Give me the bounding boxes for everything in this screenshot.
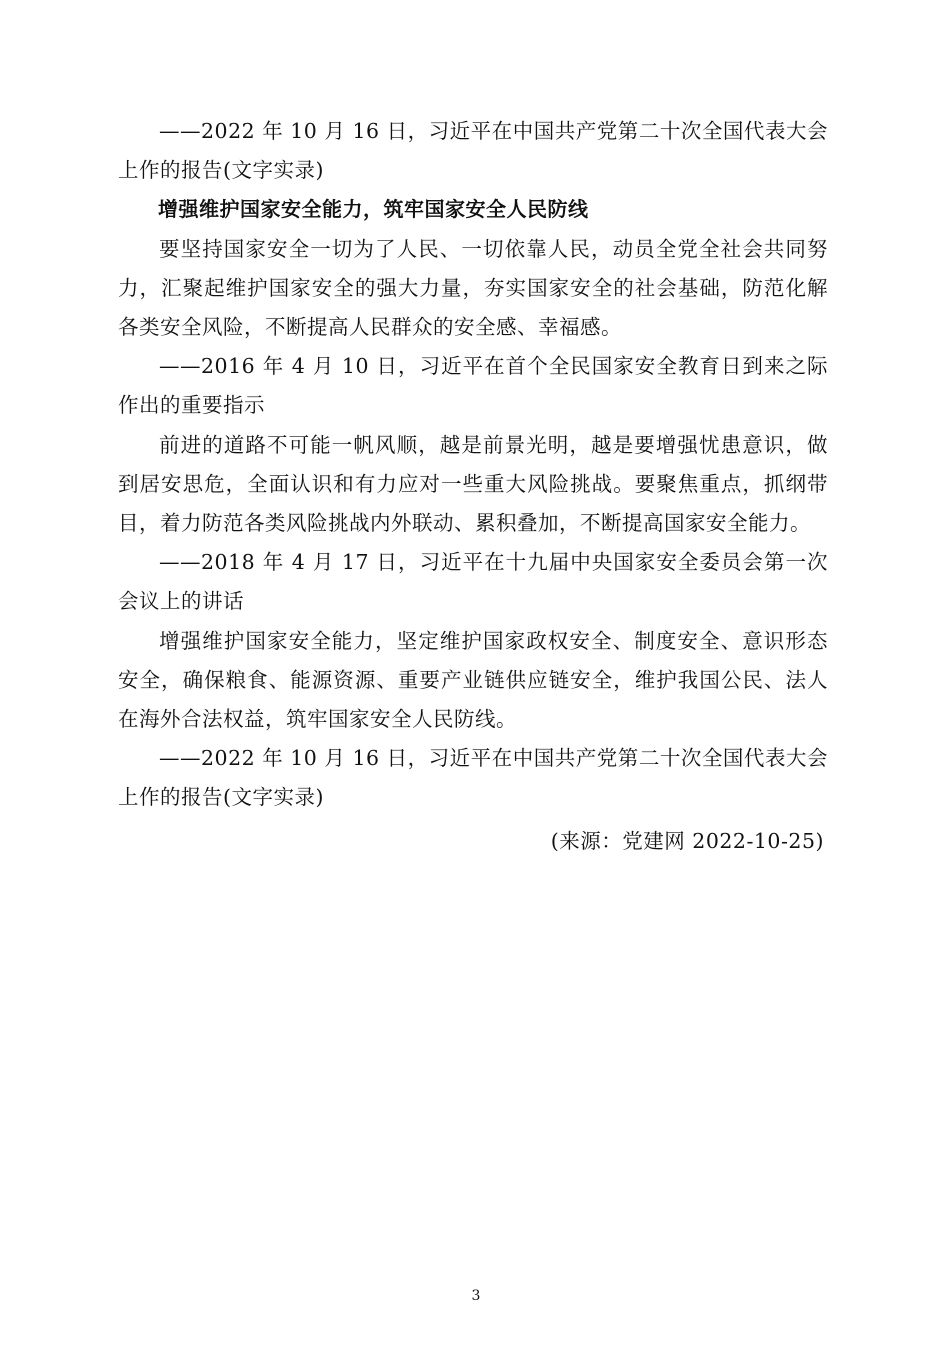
section-heading: 增强维护国家安全能力，筑牢国家安全人民防线 — [158, 197, 589, 222]
source-note: (来源：党建网 2022-10-25) — [550, 828, 824, 853]
attribution-2016-instruction: ——2016 年 4 月 10 日，习近平在首个全民国家安全教育日到来之际作出的重要指示 — [118, 354, 828, 418]
attribution-2018-speech: ——2018 年 4 月 17 日，习近平在十九届中央国家安全委员会第一次会议上的讲话 — [118, 550, 828, 614]
attribution-2022-report-1: ——2022 年 10 月 16 日，习近平在中国共产党第二十次全国代表大会上作的报告(文字实录) — [118, 119, 828, 183]
document-body — [118, 112, 828, 861]
paragraph-risk-challenges: 前进的道路不可能一帆风顺，越是前景光明，越是要增强忧患意识，做到居安思危，全面认识和有力应对一些重大风险挑战。要聚焦重点，抓纲带目，着力防范各类风险挑战内外联动、累积叠加，不断提高国家安全能力。 — [118, 432, 828, 536]
paragraph-security-capability: 增强维护国家安全能力，坚定维护国家政权安全、制度安全、意识形态安全，确保粮食、能源资源、重要产业链供应链安全，维护我国公民、法人在海外合法权益，筑牢国家安全人民防线。 — [118, 628, 828, 732]
paragraph-people-security: 要坚持国家安全一切为了人民、一切依靠人民，动员全党全社会共同努力，汇聚起维护国家安全的强大力量，夯实国家安全的社会基础，防范化解各类安全风险，不断提高人民群众的安全感、幸福感。 — [118, 236, 828, 340]
page-number: 3 — [471, 1288, 481, 1304]
attribution-2022-report-2: ——2022 年 10 月 16 日，习近平在中国共产党第二十次全国代表大会上作的报告(文字实录) — [118, 746, 828, 810]
